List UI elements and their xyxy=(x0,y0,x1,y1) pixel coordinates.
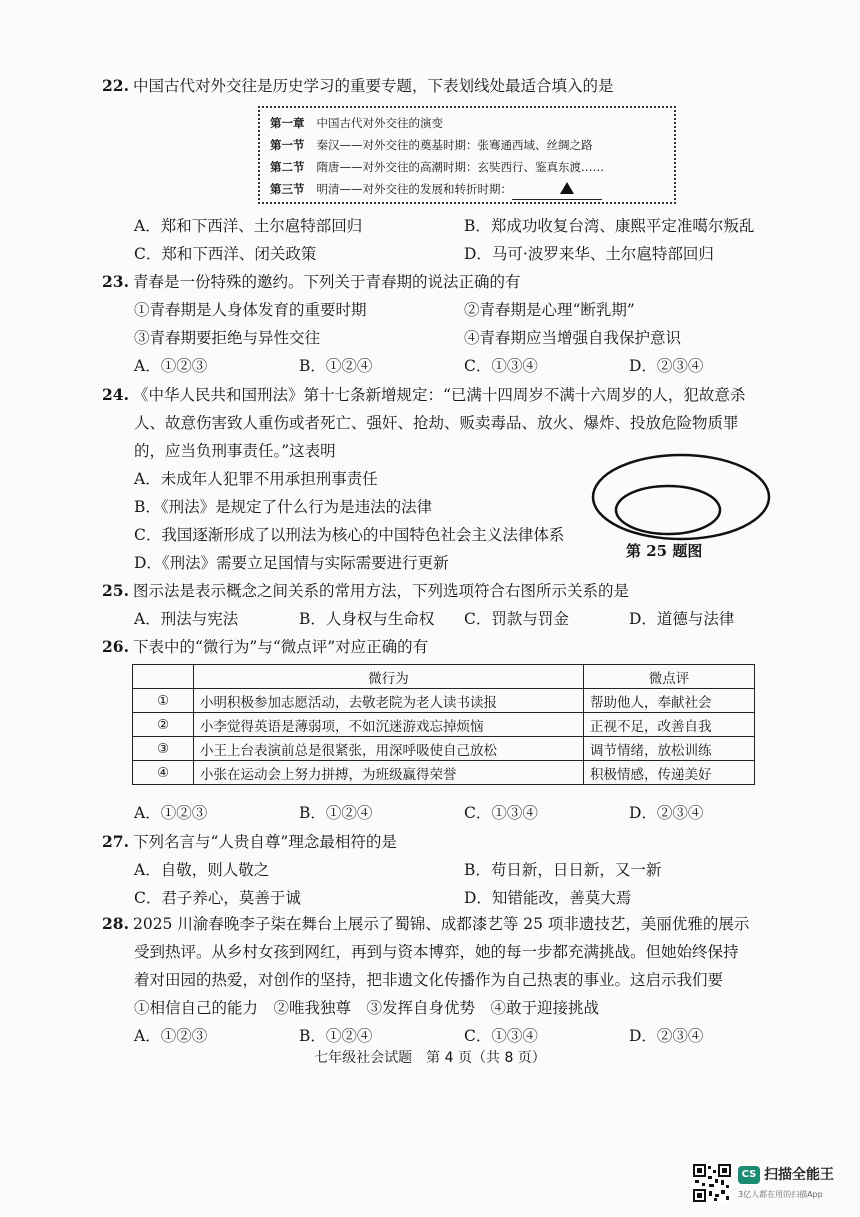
question-number: 27. xyxy=(102,832,129,851)
option-d[interactable]: D．②③④ xyxy=(629,804,704,822)
option-b[interactable]: B．①②④ xyxy=(299,804,373,822)
option-a[interactable]: A．①②③ xyxy=(134,357,208,375)
statement-item: ①青春期是人身体发育的重要时期 xyxy=(134,301,367,319)
box-heading: 第三节 xyxy=(270,182,305,196)
option-b[interactable]: B．①②④ xyxy=(299,1027,373,1045)
inner-ellipse xyxy=(616,486,720,534)
statement-item: ④青春期应当增强自我保护意识 xyxy=(464,329,682,347)
question-23 xyxy=(102,268,802,380)
question-stem: 2025 川渝春晚李子柒在舞台上展示了蜀锦、成都漆艺等 25 项非遗技艺，美丽优雅的展示 xyxy=(132,915,750,933)
table-cell: 帮助他人，奉献社会 xyxy=(584,689,755,713)
question-stem: 受到热评。从乡村女孩到网红，再到与资本博弈，她的每一步都充满挑战。但她始终保持 xyxy=(134,943,739,961)
concept-ellipse-diagram xyxy=(590,452,772,547)
figure-caption: 第 25 题图 xyxy=(626,542,703,560)
scanner-app-name: 扫描全能王 xyxy=(764,1167,834,1183)
option-a[interactable]: A．刑法与宪法 xyxy=(134,610,239,628)
option-d[interactable]: D．②③④ xyxy=(629,357,704,375)
option-a[interactable]: A．①②③ xyxy=(134,1027,208,1045)
outer-ellipse xyxy=(593,455,769,539)
statement-item: ③青春期要拒绝与异性交往 xyxy=(134,329,321,347)
option-b[interactable]: B．郑成功收复台湾、康熙平定准噶尔叛乱 xyxy=(464,217,755,235)
answer-blank xyxy=(512,185,602,200)
question-stem: 青春是一份特殊的邀约。下列关于青春期的说法正确的有 xyxy=(132,273,521,291)
option-c[interactable]: C．君子养心，莫善于诚 xyxy=(134,889,301,907)
option-c[interactable]: C．①③④ xyxy=(464,1027,538,1045)
option-c[interactable]: C．郑和下西洋、闭关政策 xyxy=(134,245,317,263)
qr-code-icon xyxy=(693,1164,731,1202)
option-d[interactable]: D．《刑法》需要立足国情与实际需要进行更新 xyxy=(134,554,449,572)
table-cell: 小张在运动会上努力拼搏，为班级赢得荣誉 xyxy=(194,761,584,785)
table-cell: ④ xyxy=(133,761,194,785)
question-number: 26. xyxy=(102,637,129,656)
table-header: 微点评 xyxy=(584,665,755,689)
option-b[interactable]: B．人身权与生命权 xyxy=(299,610,435,628)
option-d[interactable]: D．马可·波罗来华、土尔扈特部回归 xyxy=(464,245,714,263)
table-row xyxy=(133,689,755,713)
question-number: 28. xyxy=(102,914,129,933)
option-b[interactable]: B．苟日新，日日新，又一新 xyxy=(464,861,662,879)
statement-item: ②青春期是心理“断乳期” xyxy=(464,301,635,319)
table-cell: 调节情绪，放松训练 xyxy=(584,737,755,761)
question-number: 25. xyxy=(102,581,129,600)
question-22-options xyxy=(102,212,802,268)
table-row xyxy=(133,713,755,737)
box-text: 中国古代对外交往的演变 xyxy=(316,116,443,130)
triangle-marker-icon xyxy=(560,182,574,194)
question-26-options xyxy=(102,799,802,827)
option-c[interactable]: C．①③④ xyxy=(464,804,538,822)
option-b[interactable]: B．《刑法》是规定了什么行为是违法的法律 xyxy=(134,498,433,516)
question-22 xyxy=(102,72,802,100)
box-heading: 第二节 xyxy=(270,160,305,174)
behavior-comment-table xyxy=(132,664,755,785)
chapter-outline-box xyxy=(258,106,676,204)
option-c[interactable]: C．我国逐渐形成了以刑法为核心的中国特色社会主义法律体系 xyxy=(134,526,565,544)
box-text: 隋唐——对外交往的高潮时期：玄奘西行、鉴真东渡…… xyxy=(316,160,604,174)
question-number: 24. xyxy=(102,385,129,404)
option-d[interactable]: D．道德与法律 xyxy=(629,610,735,628)
scanner-tagline: 3亿人都在用的扫描App xyxy=(738,1190,823,1199)
box-text: 明清——对外交往的发展和转折时期： xyxy=(316,182,512,196)
statement-items: ①相信自己的能力 ②唯我独尊 ③发挥自身优势 ④敢于迎接挑战 xyxy=(134,999,600,1017)
question-stem: 的，应当负刑事责任。”这表明 xyxy=(134,442,336,460)
option-d[interactable]: D．②③④ xyxy=(629,1027,704,1045)
table-cell: 小王上台表演前总是很紧张，用深呼吸使自己放松 xyxy=(194,737,584,761)
box-heading: 第一章 xyxy=(270,116,305,130)
table-header: 微行为 xyxy=(194,665,584,689)
table-row xyxy=(133,761,755,785)
camscanner-logo-icon: CS xyxy=(738,1166,760,1184)
box-text: 秦汉——对外交往的奠基时期：张骞通西域、丝绸之路 xyxy=(316,138,593,152)
box-heading: 第一节 xyxy=(270,138,305,152)
option-a[interactable]: A．自敬，则人敬之 xyxy=(134,861,270,879)
question-25 xyxy=(102,577,802,633)
table-header xyxy=(133,665,194,689)
table-header-row xyxy=(133,665,755,689)
question-26 xyxy=(102,633,802,661)
table-cell: 小李觉得英语是薄弱项，不如沉迷游戏忘掉烦恼 xyxy=(194,713,584,737)
table-cell: ② xyxy=(133,713,194,737)
table-cell: ③ xyxy=(133,737,194,761)
question-stem: 下列名言与“人贵自尊”理念最相符的是 xyxy=(132,833,397,851)
question-28 xyxy=(102,910,802,1050)
question-stem: 着对田园的热爱，对创作的坚持，把非遗文化传播作为自己热衷的事业。这启示我们要 xyxy=(134,971,724,989)
question-number: 23. xyxy=(102,272,129,291)
question-number: 22. xyxy=(102,76,129,95)
option-c[interactable]: C．罚款与罚金 xyxy=(464,610,569,628)
table-cell: 积极情感，传递美好 xyxy=(584,761,755,785)
page-footer: 七年级社会试题 第 4 页（共 8 页） xyxy=(314,1050,546,1066)
table-row xyxy=(133,737,755,761)
question-stem: 中国古代对外交往是历史学习的重要专题，下表划线处最适合填入的是 xyxy=(132,77,614,95)
question-stem: 图示法是表示概念之间关系的常用方法，下列选项符合右图所示关系的是 xyxy=(132,582,629,600)
option-d[interactable]: D．知错能改，善莫大焉 xyxy=(464,889,632,907)
option-a[interactable]: A．未成年人犯罪不用承担刑事责任 xyxy=(134,470,378,488)
table-cell: 小明积极参加志愿活动，去敬老院为老人读书读报 xyxy=(194,689,584,713)
question-stem: 人、故意伤害致人重伤或者死亡、强奸、抢劫、贩卖毒品、放火、爆炸、投放危险物质罪 xyxy=(134,414,739,432)
option-a[interactable]: A．郑和下西洋、土尔扈特部回归 xyxy=(134,217,363,235)
option-a[interactable]: A．①②③ xyxy=(134,804,208,822)
question-stem: 《中华人民共和国刑法》第十七条新增规定：“已满十四周岁不满十六周岁的人，犯故意杀 xyxy=(132,386,746,404)
table-cell: 正视不足，改善自我 xyxy=(584,713,755,737)
table-cell: ① xyxy=(133,689,194,713)
question-stem: 下表中的“微行为”与“微点评”对应正确的有 xyxy=(132,638,429,656)
option-b[interactable]: B．①②④ xyxy=(299,357,373,375)
question-27 xyxy=(102,828,802,912)
option-c[interactable]: C．①③④ xyxy=(464,357,538,375)
